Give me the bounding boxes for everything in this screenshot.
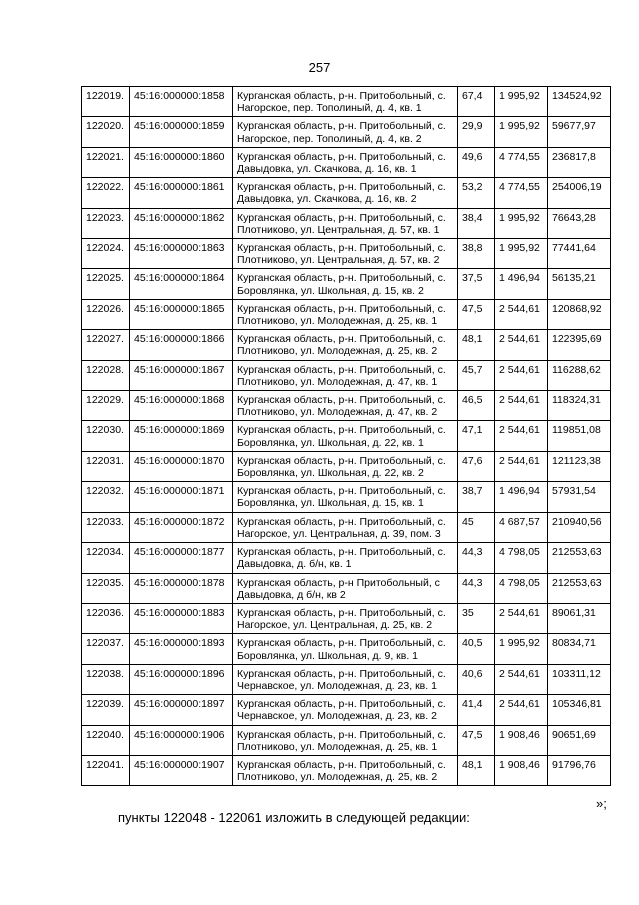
cadastral-number-cell: 45:16:000000:1896 [130, 664, 233, 694]
total-value-cell: 116288,62 [548, 360, 611, 390]
unit-price-cell: 2 544,61 [495, 603, 548, 633]
total-value-cell: 254006,19 [548, 178, 611, 208]
total-value-cell: 89061,31 [548, 603, 611, 633]
address-cell: Курганская область, р-н. Притобольный, с. Нагорское, пер. Тополиный, д. 4, кв. 2 [233, 117, 458, 147]
cadastral-number-cell: 45:16:000000:1863 [130, 239, 233, 269]
unit-price-cell: 1 908,46 [495, 725, 548, 755]
area-cell: 45,7 [458, 360, 495, 390]
total-value-cell: 119851,08 [548, 421, 611, 451]
table-row [82, 208, 611, 238]
row-number-cell: 122033. [82, 512, 130, 542]
closing-quote-mark: »; [596, 796, 607, 811]
total-value-cell: 91796,76 [548, 755, 611, 785]
area-cell: 44,3 [458, 573, 495, 603]
cadastral-number-cell: 45:16:000000:1867 [130, 360, 233, 390]
table-row [82, 269, 611, 299]
total-value-cell: 76643,28 [548, 208, 611, 238]
address-cell: Курганская область, р-н. Притобольный, с. Чернавское, ул. Молодежная, д. 23, кв. 1 [233, 664, 458, 694]
total-value-cell: 122395,69 [548, 330, 611, 360]
table-row [82, 543, 611, 573]
row-number-cell: 122029. [82, 391, 130, 421]
table-row [82, 603, 611, 633]
cadastral-number-cell: 45:16:000000:1906 [130, 725, 233, 755]
row-number-cell: 122040. [82, 725, 130, 755]
cadastral-number-cell: 45:16:000000:1877 [130, 543, 233, 573]
row-number-cell: 122038. [82, 664, 130, 694]
cadastral-number-cell: 45:16:000000:1883 [130, 603, 233, 633]
row-number-cell: 122024. [82, 239, 130, 269]
row-number-cell: 122039. [82, 695, 130, 725]
unit-price-cell: 2 544,61 [495, 695, 548, 725]
unit-price-cell: 2 544,61 [495, 391, 548, 421]
table-row [82, 664, 611, 694]
total-value-cell: 134524,92 [548, 87, 611, 117]
unit-price-cell: 1 496,94 [495, 269, 548, 299]
address-cell: Курганская область, р-н. Притобольный, с. Плотниково, ул. Молодежная, д. 25, кв. 1 [233, 299, 458, 329]
address-cell: Курганская область, р-н. Притобольный, с. Нагорское, пер. Тополиный, д. 4, кв. 1 [233, 87, 458, 117]
unit-price-cell: 2 544,61 [495, 421, 548, 451]
cadastral-number-cell: 45:16:000000:1859 [130, 117, 233, 147]
table-row [82, 725, 611, 755]
area-cell: 47,5 [458, 299, 495, 329]
address-cell: Курганская область, р-н. Притобольный, с. Плотниково, ул. Молодежная, д. 47, кв. 1 [233, 360, 458, 390]
cadastral-number-cell: 45:16:000000:1878 [130, 573, 233, 603]
cadastral-number-cell: 45:16:000000:1862 [130, 208, 233, 238]
table-row [82, 451, 611, 481]
address-cell: Курганская область, р-н. Притобольный, с. Плотниково, ул. Молодежная, д. 25, кв. 1 [233, 725, 458, 755]
address-cell: Курганская область, р-н. Притобольный, с. Давыдовка, ул. Скачкова, д. 16, кв. 2 [233, 178, 458, 208]
table-row [82, 482, 611, 512]
unit-price-cell: 2 544,61 [495, 360, 548, 390]
table-row [82, 360, 611, 390]
area-cell: 38,8 [458, 239, 495, 269]
row-number-cell: 122020. [82, 117, 130, 147]
cadastral-number-cell: 45:16:000000:1860 [130, 147, 233, 177]
cadastral-number-cell: 45:16:000000:1871 [130, 482, 233, 512]
total-value-cell: 77441,64 [548, 239, 611, 269]
cadastral-number-cell: 45:16:000000:1864 [130, 269, 233, 299]
total-value-cell: 210940,56 [548, 512, 611, 542]
area-cell: 53,2 [458, 178, 495, 208]
address-cell: Курганская область, р-н. Притобольный, с. Плотниково, ул. Молодежная, д. 47, кв. 2 [233, 391, 458, 421]
unit-price-cell: 1 995,92 [495, 239, 548, 269]
table-row [82, 512, 611, 542]
row-number-cell: 122019. [82, 87, 130, 117]
cadastral-number-cell: 45:16:000000:1872 [130, 512, 233, 542]
table-row [82, 634, 611, 664]
row-number-cell: 122021. [82, 147, 130, 177]
area-cell: 35 [458, 603, 495, 633]
area-cell: 46,5 [458, 391, 495, 421]
area-cell: 47,1 [458, 421, 495, 451]
row-number-cell: 122035. [82, 573, 130, 603]
unit-price-cell: 4 774,55 [495, 178, 548, 208]
unit-price-cell: 1 496,94 [495, 482, 548, 512]
address-cell: Курганская область, р-н. Притобольный, с. Боровлянка, ул. Школьная, д. 22, кв. 2 [233, 451, 458, 481]
area-cell: 29,9 [458, 117, 495, 147]
cadastral-number-cell: 45:16:000000:1861 [130, 178, 233, 208]
total-value-cell: 105346,81 [548, 695, 611, 725]
address-cell: Курганская область, р-н. Притобольный, с. Плотниково, ул. Молодежная, д. 25, кв. 2 [233, 330, 458, 360]
table-row [82, 755, 611, 785]
row-number-cell: 122036. [82, 603, 130, 633]
row-number-cell: 122031. [82, 451, 130, 481]
area-cell: 47,6 [458, 451, 495, 481]
property-registry-table [81, 86, 611, 786]
unit-price-cell: 4 798,05 [495, 543, 548, 573]
table-row [82, 299, 611, 329]
total-value-cell: 236817,8 [548, 147, 611, 177]
cadastral-number-cell: 45:16:000000:1858 [130, 87, 233, 117]
total-value-cell: 80834,71 [548, 634, 611, 664]
table-row [82, 330, 611, 360]
total-value-cell: 118324,31 [548, 391, 611, 421]
address-cell: Курганская область, р-н. Притобольный, с. Чернавское, ул. Молодежная, д. 23, кв. 2 [233, 695, 458, 725]
unit-price-cell: 4 687,57 [495, 512, 548, 542]
table-row [82, 147, 611, 177]
area-cell: 48,1 [458, 755, 495, 785]
unit-price-cell: 1 995,92 [495, 634, 548, 664]
address-cell: Курганская область, р-н. Притобольный, с. Плотниково, ул. Центральная, д. 57, кв. 2 [233, 239, 458, 269]
area-cell: 40,5 [458, 634, 495, 664]
area-cell: 40,6 [458, 664, 495, 694]
table-body [82, 87, 611, 786]
row-number-cell: 122028. [82, 360, 130, 390]
unit-price-cell: 1 995,92 [495, 87, 548, 117]
cadastral-number-cell: 45:16:000000:1869 [130, 421, 233, 451]
unit-price-cell: 1 995,92 [495, 208, 548, 238]
cadastral-number-cell: 45:16:000000:1868 [130, 391, 233, 421]
address-cell: Курганская область, р-н. Притобольный, с. Боровлянка, ул. Школьная, д. 15, кв. 2 [233, 269, 458, 299]
area-cell: 38,7 [458, 482, 495, 512]
total-value-cell: 212553,63 [548, 543, 611, 573]
unit-price-cell: 2 544,61 [495, 451, 548, 481]
row-number-cell: 122030. [82, 421, 130, 451]
table-row [82, 695, 611, 725]
unit-price-cell: 2 544,61 [495, 299, 548, 329]
cadastral-number-cell: 45:16:000000:1897 [130, 695, 233, 725]
address-cell: Курганская область, р-н Притобольный, с Давыдовка, д б/н, кв 2 [233, 573, 458, 603]
area-cell: 67,4 [458, 87, 495, 117]
area-cell: 44,3 [458, 543, 495, 573]
unit-price-cell: 1 995,92 [495, 117, 548, 147]
cadastral-number-cell: 45:16:000000:1866 [130, 330, 233, 360]
row-number-cell: 122041. [82, 755, 130, 785]
address-cell: Курганская область, р-н. Притобольный, с. Нагорское, ул. Центральная, д. 25, кв. 2 [233, 603, 458, 633]
area-cell: 48,1 [458, 330, 495, 360]
address-cell: Курганская область, р-н. Притобольный, с. Боровлянка, ул. Школьная, д. 9, кв. 1 [233, 634, 458, 664]
cadastral-number-cell: 45:16:000000:1865 [130, 299, 233, 329]
amendment-instruction: пункты 122048 - 122061 изложить в следующей редакции: [118, 810, 470, 825]
address-cell: Курганская область, р-н. Притобольный, с. Давыдовка, д. б/н, кв. 1 [233, 543, 458, 573]
area-cell: 37,5 [458, 269, 495, 299]
total-value-cell: 59677,97 [548, 117, 611, 147]
area-cell: 41,4 [458, 695, 495, 725]
total-value-cell: 212553,63 [548, 573, 611, 603]
unit-price-cell: 4 798,05 [495, 573, 548, 603]
cadastral-number-cell: 45:16:000000:1870 [130, 451, 233, 481]
total-value-cell: 56135,21 [548, 269, 611, 299]
row-number-cell: 122026. [82, 299, 130, 329]
total-value-cell: 103311,12 [548, 664, 611, 694]
unit-price-cell: 2 544,61 [495, 330, 548, 360]
unit-price-cell: 1 908,46 [495, 755, 548, 785]
area-cell: 45 [458, 512, 495, 542]
table-row [82, 87, 611, 117]
total-value-cell: 121123,38 [548, 451, 611, 481]
unit-price-cell: 2 544,61 [495, 664, 548, 694]
area-cell: 47,5 [458, 725, 495, 755]
row-number-cell: 122025. [82, 269, 130, 299]
row-number-cell: 122022. [82, 178, 130, 208]
address-cell: Курганская область, р-н. Притобольный, с. Боровлянка, ул. Школьная, д. 15, кв. 1 [233, 482, 458, 512]
area-cell: 38,4 [458, 208, 495, 238]
address-cell: Курганская область, р-н. Притобольный, с. Плотниково, ул. Центральная, д. 57, кв. 1 [233, 208, 458, 238]
row-number-cell: 122037. [82, 634, 130, 664]
table-row [82, 391, 611, 421]
total-value-cell: 120868,92 [548, 299, 611, 329]
total-value-cell: 57931,54 [548, 482, 611, 512]
unit-price-cell: 4 774,55 [495, 147, 548, 177]
address-cell: Курганская область, р-н. Притобольный, с. Давыдовка, ул. Скачкова, д. 16, кв. 1 [233, 147, 458, 177]
table-row [82, 573, 611, 603]
table-row [82, 178, 611, 208]
row-number-cell: 122032. [82, 482, 130, 512]
cadastral-number-cell: 45:16:000000:1907 [130, 755, 233, 785]
cadastral-number-cell: 45:16:000000:1893 [130, 634, 233, 664]
total-value-cell: 90651,69 [548, 725, 611, 755]
address-cell: Курганская область, р-н. Притобольный, с. Плотниково, ул. Молодежная, д. 25, кв. 2 [233, 755, 458, 785]
table-row [82, 239, 611, 269]
table-row [82, 117, 611, 147]
area-cell: 49,6 [458, 147, 495, 177]
row-number-cell: 122027. [82, 330, 130, 360]
page-number: 257 [308, 60, 331, 75]
table-row [82, 421, 611, 451]
row-number-cell: 122034. [82, 543, 130, 573]
address-cell: Курганская область, р-н. Притобольный, с. Боровлянка, ул. Школьная, д. 22, кв. 1 [233, 421, 458, 451]
row-number-cell: 122023. [82, 208, 130, 238]
address-cell: Курганская область, р-н. Притобольный, с. Нагорское, ул. Центральная, д. 39, пом. 3 [233, 512, 458, 542]
